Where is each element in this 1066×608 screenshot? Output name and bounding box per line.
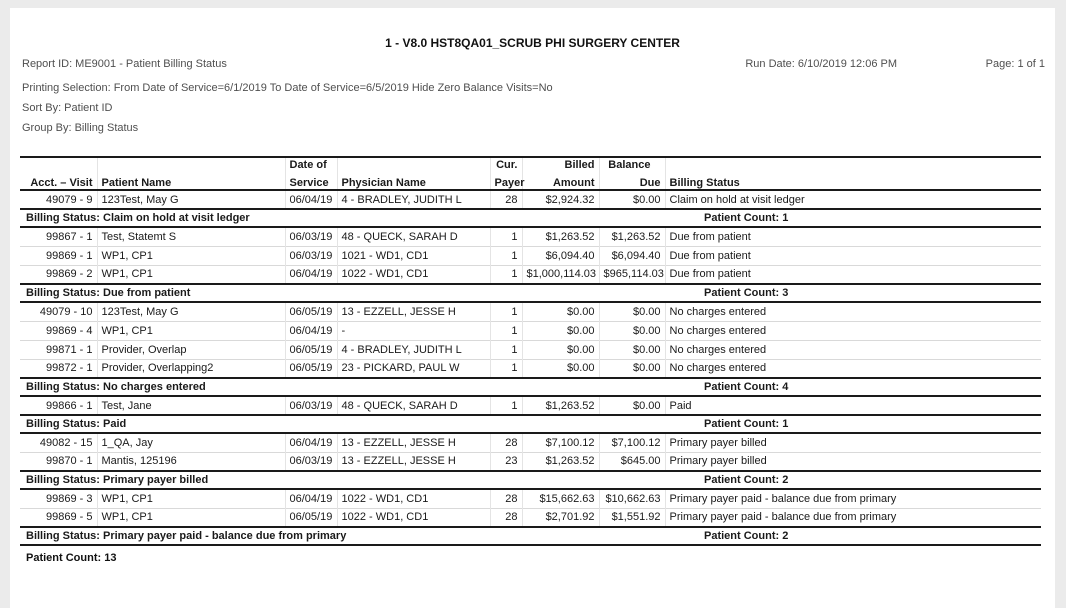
group-billing-status-label: Billing Status: Primary payer billed xyxy=(26,474,209,486)
cell-balance-due: $1,551.92 xyxy=(599,508,665,527)
col-header-patient-name-line1 xyxy=(97,157,285,171)
cell-balance-due: $10,662.63 xyxy=(599,489,665,508)
group-patient-count: Patient Count: 1 xyxy=(704,212,789,224)
cell-cur-payer: 23 xyxy=(490,452,522,471)
cell-acct-visit: 99866 - 1 xyxy=(46,399,93,412)
cell-cur-payer: 1 xyxy=(490,227,522,246)
cell-date-of-service: 06/04/19 xyxy=(285,321,337,340)
cell-patient-name: WP1, CP1 xyxy=(97,246,285,265)
cell-date-of-service: 06/03/19 xyxy=(285,396,337,415)
cell-date-of-service: 06/03/19 xyxy=(285,452,337,471)
cell-cur-payer: 1 xyxy=(490,246,522,265)
cell-cur-payer: 28 xyxy=(490,489,522,508)
cell-balance-due: $0.00 xyxy=(599,396,665,415)
report-title: 1 - V8.0 HST8QA01_SCRUB PHI SURGERY CENTER xyxy=(385,36,680,50)
group-by: Group By: Billing Status xyxy=(22,122,139,134)
cell-billed-amount: $1,263.52 xyxy=(522,452,599,471)
cell-billed-amount: $7,100.12 xyxy=(522,433,599,452)
cell-acct-visit: 99869 - 4 xyxy=(20,321,97,340)
cell-billed-amount: $0.00 xyxy=(522,321,599,340)
cell-date-of-service: 06/05/19 xyxy=(285,508,337,527)
page-number: Page: 1 of 1 xyxy=(985,58,1045,70)
cell-cur-payer: 1 xyxy=(490,359,522,378)
cell-physician-name: 13 - EZZELL, JESSE H xyxy=(337,433,490,452)
report-page xyxy=(10,8,1055,608)
table-row xyxy=(20,246,1041,265)
cell-billed-amount: $15,662.63 xyxy=(522,489,599,508)
col-header-physician-line1 xyxy=(337,157,490,171)
cell-patient-name: 123Test, May G xyxy=(97,190,285,209)
cell-balance-due: $0.00 xyxy=(599,359,665,378)
cell-balance-due: $0.00 xyxy=(599,321,665,340)
cell-billing-status: Due from patient xyxy=(665,227,1041,246)
group-billing-status-label: Billing Status: Claim on hold at visit ledger xyxy=(26,212,250,224)
cell-physician-name: 1022 - WD1, CD1 xyxy=(337,508,490,527)
cell-patient-name: WP1, CP1 xyxy=(97,321,285,340)
cell-physician-name: 13 - EZZELL, JESSE H xyxy=(337,302,490,321)
table-row xyxy=(20,302,1041,321)
col-header-billing-status-line1 xyxy=(665,157,1041,171)
col-header-amount: Amount xyxy=(522,171,599,190)
col-header-physician-name: Physician Name xyxy=(337,171,490,190)
cell-physician-name: 1022 - WD1, CD1 xyxy=(337,489,490,508)
col-header-date-of: Date of xyxy=(285,157,337,171)
group-patient-count: Patient Count: 2 xyxy=(704,474,789,486)
cell-acct-visit: 99869 - 1 xyxy=(20,246,97,265)
group-billing-status-label: Billing Status: Paid xyxy=(26,418,127,430)
cell-acct-visit: 49079 - 9 xyxy=(46,193,93,206)
cell-billed-amount: $0.00 xyxy=(522,340,599,359)
cell-billing-status: Primary payer paid - balance due from primary xyxy=(665,489,1041,508)
cell-physician-name: 4 - BRADLEY, JUDITH L xyxy=(337,340,490,359)
table-row xyxy=(20,508,1041,527)
cell-patient-name: WP1, CP1 xyxy=(97,265,285,284)
cell-balance-due: $7,100.12 xyxy=(599,433,665,452)
cell-billing-status: No charges entered xyxy=(665,302,1041,321)
group-billing-status-label: Billing Status: No charges entered xyxy=(26,381,206,393)
sort-by: Sort By: Patient ID xyxy=(22,102,113,114)
cell-date-of-service: 06/04/19 xyxy=(285,190,337,209)
cell-balance-due: $0.00 xyxy=(599,190,665,209)
table-row xyxy=(20,190,1041,209)
run-date: Run Date: 6/10/2019 12:06 PM xyxy=(745,58,897,70)
cell-billing-status: Paid xyxy=(665,396,1041,415)
table-row xyxy=(20,489,1041,508)
cell-patient-name: Mantis, 125196 xyxy=(97,452,285,471)
col-header-acct-visit-line1 xyxy=(20,157,97,171)
cell-billing-status: No charges entered xyxy=(665,359,1041,378)
cell-physician-name: 13 - EZZELL, JESSE H xyxy=(337,452,490,471)
cell-patient-name: WP1, CP1 xyxy=(97,508,285,527)
cell-acct-visit: 99869 - 3 xyxy=(46,492,93,505)
cell-acct-visit: 49079 - 10 xyxy=(39,305,93,318)
cell-balance-due: $1,263.52 xyxy=(599,227,665,246)
cell-date-of-service: 06/04/19 xyxy=(285,265,337,284)
cell-acct-visit: 99871 - 1 xyxy=(20,340,97,359)
group-billing-status-label: Billing Status: Due from patient xyxy=(26,287,191,299)
table-row xyxy=(20,340,1041,359)
report-meta-row xyxy=(10,58,1055,70)
table-row xyxy=(20,452,1041,471)
cell-physician-name: 23 - PICKARD, PAUL W xyxy=(337,359,490,378)
table-row xyxy=(20,265,1041,284)
cell-physician-name: - xyxy=(337,321,490,340)
cell-billing-status: Primary payer billed xyxy=(665,433,1041,452)
cell-billing-status: No charges entered xyxy=(665,321,1041,340)
cell-balance-due: $0.00 xyxy=(599,340,665,359)
col-header-payer: Payer xyxy=(490,171,522,190)
cell-patient-name: Provider, Overlapping2 xyxy=(97,359,285,378)
group-summary-row xyxy=(20,209,1041,227)
cell-billing-status: No charges entered xyxy=(665,340,1041,359)
group-summary-row xyxy=(20,527,1041,545)
cell-acct-visit: 99869 - 2 xyxy=(20,265,97,284)
printing-selection: Printing Selection: From Date of Service=6/1/2019 To Date of Service=6/5/2019 Hide Zero Balance Visits=No xyxy=(22,82,553,94)
table-body xyxy=(20,190,1041,545)
cell-balance-due: $645.00 xyxy=(599,452,665,471)
cell-date-of-service: 06/03/19 xyxy=(285,227,337,246)
table-row xyxy=(20,396,1041,415)
cell-billed-amount: $0.00 xyxy=(522,302,599,321)
table-row xyxy=(20,321,1041,340)
cell-billing-status: Due from patient xyxy=(665,265,1041,284)
cell-cur-payer: 1 xyxy=(490,321,522,340)
cell-physician-name: 48 - QUECK, SARAH D xyxy=(337,396,490,415)
cell-patient-name: Test, Statemt S xyxy=(97,227,285,246)
cell-cur-payer: 28 xyxy=(490,433,522,452)
cell-cur-payer: 1 xyxy=(490,340,522,359)
cell-cur-payer: 1 xyxy=(490,302,522,321)
group-patient-count: Patient Count: 2 xyxy=(704,530,789,542)
group-patient-count: Patient Count: 4 xyxy=(704,381,789,393)
table-row xyxy=(20,359,1041,378)
cell-billed-amount: $1,263.52 xyxy=(522,227,599,246)
cell-physician-name: 48 - QUECK, SARAH D xyxy=(337,227,490,246)
cell-date-of-service: 06/04/19 xyxy=(285,489,337,508)
col-header-billed: Billed xyxy=(522,157,599,171)
cell-physician-name: 1021 - WD1, CD1 xyxy=(337,246,490,265)
cell-patient-name: 1_QA, Jay xyxy=(97,433,285,452)
cell-balance-due: $6,094.40 xyxy=(599,246,665,265)
cell-date-of-service: 06/03/19 xyxy=(285,246,337,265)
cell-acct-visit: 49082 - 15 xyxy=(39,436,93,449)
cell-billing-status: Claim on hold at visit ledger xyxy=(665,190,1041,209)
group-patient-count: Patient Count: 3 xyxy=(704,287,789,299)
col-header-cur: Cur. xyxy=(490,157,522,171)
billing-status-table xyxy=(20,156,1041,546)
cell-billed-amount: $6,094.40 xyxy=(522,246,599,265)
group-summary-row xyxy=(20,471,1041,489)
group-patient-count: Patient Count: 1 xyxy=(704,418,789,430)
cell-physician-name: 4 - BRADLEY, JUDITH L xyxy=(337,190,490,209)
cell-date-of-service: 06/05/19 xyxy=(285,340,337,359)
group-summary-row xyxy=(20,284,1041,302)
col-header-acct-visit: Acct. – Visit xyxy=(20,171,97,190)
cell-date-of-service: 06/04/19 xyxy=(285,433,337,452)
table-row xyxy=(20,433,1041,452)
col-header-billing-status: Billing Status xyxy=(665,171,1041,190)
col-header-due: Due xyxy=(599,171,665,190)
group-billing-status-label: Billing Status: Primary payer paid - balance due from primary xyxy=(26,530,347,542)
cell-acct-visit: 99867 - 1 xyxy=(46,230,93,243)
cell-cur-payer: 28 xyxy=(490,508,522,527)
cell-billing-status: Primary payer billed xyxy=(665,452,1041,471)
cell-acct-visit: 99872 - 1 xyxy=(20,359,97,378)
report-id: Report ID: ME9001 - Patient Billing Status xyxy=(22,58,227,70)
col-header-balance: Balance xyxy=(599,157,665,171)
table-header xyxy=(20,157,1041,190)
total-patient-count: Patient Count: 13 xyxy=(26,552,117,564)
cell-date-of-service: 06/05/19 xyxy=(285,359,337,378)
cell-billed-amount: $1,000,114.03 xyxy=(522,265,599,284)
group-summary-row xyxy=(20,415,1041,433)
cell-date-of-service: 06/05/19 xyxy=(285,302,337,321)
cell-acct-visit: 99870 - 1 xyxy=(20,452,97,471)
cell-billed-amount: $0.00 xyxy=(522,359,599,378)
cell-balance-due: $965,114.03 xyxy=(599,265,665,284)
cell-balance-due: $0.00 xyxy=(599,302,665,321)
group-summary-row xyxy=(20,378,1041,396)
cell-billing-status: Primary payer paid - balance due from primary xyxy=(665,508,1041,527)
cell-patient-name: Test, Jane xyxy=(97,396,285,415)
cell-billed-amount: $2,701.92 xyxy=(522,508,599,527)
cell-cur-payer: 1 xyxy=(490,396,522,415)
cell-billing-status: Due from patient xyxy=(665,246,1041,265)
cell-billed-amount: $2,924.32 xyxy=(522,190,599,209)
cell-cur-payer: 1 xyxy=(490,265,522,284)
col-header-patient-name: Patient Name xyxy=(97,171,285,190)
table-row xyxy=(20,227,1041,246)
cell-acct-visit: 99869 - 5 xyxy=(20,508,97,527)
cell-patient-name: WP1, CP1 xyxy=(97,489,285,508)
col-header-service: Service xyxy=(285,171,337,190)
cell-billed-amount: $1,263.52 xyxy=(522,396,599,415)
cell-patient-name: 123Test, May G xyxy=(97,302,285,321)
cell-cur-payer: 28 xyxy=(490,190,522,209)
cell-physician-name: 1022 - WD1, CD1 xyxy=(337,265,490,284)
cell-patient-name: Provider, Overlap xyxy=(97,340,285,359)
